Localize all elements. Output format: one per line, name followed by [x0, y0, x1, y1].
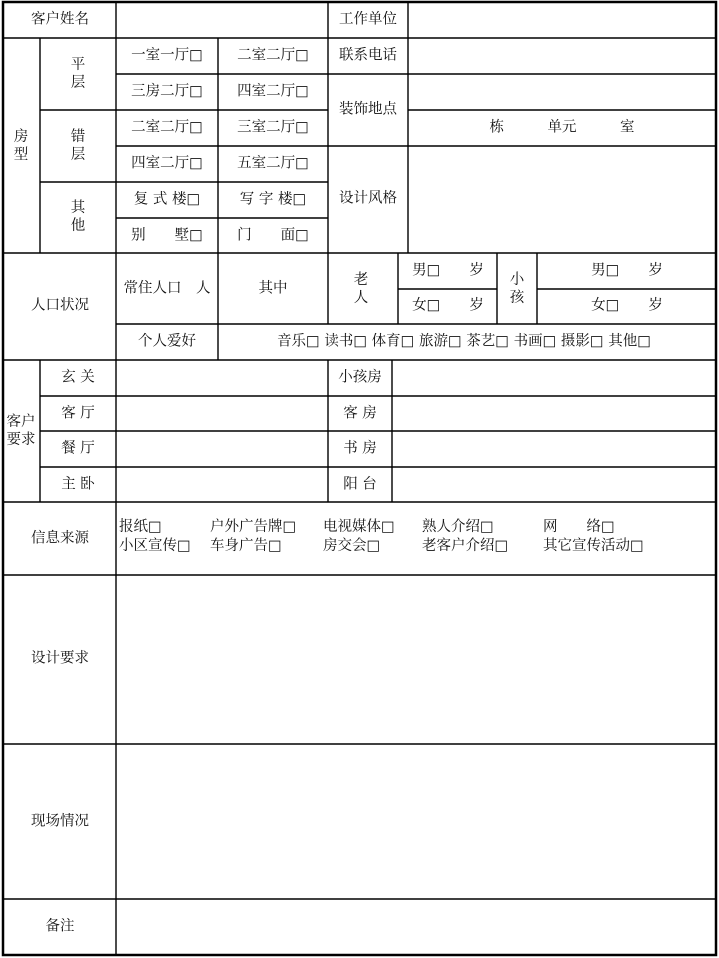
- work-unit-label: 工作单位: [339, 11, 397, 28]
- address-units-text: 栋 单元 室: [489, 119, 635, 136]
- info-source-option[interactable]: 户外广告牌□: [210, 519, 297, 535]
- children-label: 小孩: [509, 272, 525, 306]
- room-dining-label: 餐 厅: [61, 440, 95, 457]
- design-style-label: 设计风格: [339, 190, 397, 207]
- site-condition-field[interactable]: [118, 746, 714, 897]
- room-guest-label: 客 房: [343, 405, 377, 422]
- house-option[interactable]: 复 式 楼□: [133, 191, 201, 208]
- decoration-location-label: 装饰地点: [339, 101, 397, 118]
- house-option[interactable]: 四室二厅□: [237, 83, 309, 100]
- children-male-age[interactable]: 男□ 岁: [591, 262, 663, 279]
- split-level-label: 错层: [70, 129, 86, 163]
- elderly-male-age[interactable]: 男□ 岁: [412, 262, 484, 279]
- balcony-field[interactable]: [394, 469, 714, 500]
- info-source-option[interactable]: 车身广告□: [210, 538, 282, 554]
- room-master-bedroom-label: 主 卧: [61, 476, 95, 493]
- hobbies-label: 个人爱好: [138, 333, 196, 350]
- other-house-label: 其他: [70, 200, 86, 234]
- customer-name-field[interactable]: [118, 4, 326, 36]
- contact-phone-field[interactable]: [410, 40, 714, 72]
- population-label: 人口状况: [31, 297, 89, 314]
- house-option[interactable]: 别 墅□: [131, 227, 203, 244]
- children-female-age[interactable]: 女□ 岁: [591, 297, 663, 314]
- design-requirements-field[interactable]: [118, 577, 714, 742]
- dining-room-field[interactable]: [118, 433, 326, 465]
- info-source-option[interactable]: 小区宣传□: [119, 538, 191, 554]
- study-field[interactable]: [394, 433, 714, 465]
- house-option[interactable]: 二室二厅□: [131, 119, 203, 136]
- guest-room-field[interactable]: [394, 398, 714, 429]
- info-source-label: 信息来源: [31, 530, 89, 547]
- info-source-option[interactable]: 网 络□: [543, 519, 615, 535]
- house-option[interactable]: 三房二厅□: [131, 83, 203, 100]
- remarks-label: 备注: [45, 918, 75, 935]
- room-living-label: 客 厅: [61, 405, 95, 422]
- house-option[interactable]: 四室二厅□: [131, 155, 203, 172]
- house-option[interactable]: 二室二厅□: [237, 47, 309, 64]
- hobby-options[interactable]: 音乐□ 读书□ 体育□ 旅游□ 茶艺□ 书画□ 摄影□ 其他□: [277, 333, 651, 350]
- house-option[interactable]: 门 面□: [237, 227, 309, 244]
- remarks-field[interactable]: [118, 901, 714, 953]
- info-source-option[interactable]: 老客户介绍□: [422, 538, 509, 554]
- info-source-option[interactable]: 熟人介绍□: [422, 519, 494, 535]
- room-foyer-label: 玄 关: [61, 369, 95, 386]
- house-option[interactable]: 一室一厅□: [131, 47, 203, 64]
- customer-requirements-label: 客户要求: [6, 414, 36, 448]
- kids-room-field[interactable]: [394, 362, 714, 394]
- room-balcony-label: 阳 台: [343, 476, 377, 493]
- elderly-female-age[interactable]: 女□ 岁: [412, 297, 484, 314]
- work-unit-field[interactable]: [410, 4, 714, 36]
- design-style-field[interactable]: [410, 148, 714, 251]
- house-option[interactable]: 五室二厅□: [237, 155, 309, 172]
- flat-label: 平层: [70, 57, 86, 91]
- elderly-label: 老人: [353, 272, 369, 306]
- contact-phone-label: 联系电话: [339, 47, 397, 64]
- residents-label: 常住人口 人: [123, 280, 211, 297]
- living-room-field[interactable]: [118, 398, 326, 429]
- decoration-location-field[interactable]: [410, 76, 714, 108]
- info-source-option[interactable]: 报纸□: [119, 519, 162, 535]
- house-option[interactable]: 三室二厅□: [237, 119, 309, 136]
- room-kids-label: 小孩房: [338, 369, 382, 386]
- foyer-field[interactable]: [118, 362, 326, 394]
- site-condition-label: 现场情况: [31, 813, 89, 830]
- design-requirements-label: 设计要求: [31, 650, 89, 667]
- room-study-label: 书 房: [343, 440, 377, 457]
- customer-name-label: 客户姓名: [31, 11, 89, 28]
- info-source-option[interactable]: 其它宣传活动□: [543, 538, 644, 554]
- among-label: 其中: [258, 280, 288, 297]
- info-source-option[interactable]: 电视媒体□: [323, 519, 395, 535]
- house-option[interactable]: 写 字 楼□: [239, 191, 307, 208]
- house-type-label: 房型: [13, 129, 29, 163]
- master-bedroom-field[interactable]: [118, 469, 326, 500]
- info-source-option[interactable]: 房交会□: [323, 538, 381, 554]
